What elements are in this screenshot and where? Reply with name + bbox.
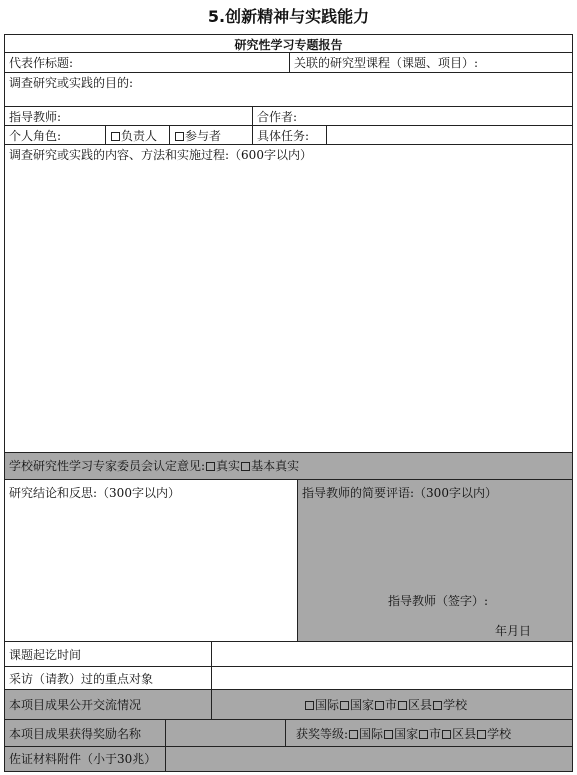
committee-opt1: 真实 <box>216 459 241 473</box>
checkbox-icon[interactable] <box>349 730 358 739</box>
page-title: 5.创新精神与实践能力 <box>207 7 370 26</box>
level-option: 市 <box>385 698 398 712</box>
level-option: 国家 <box>394 727 419 741</box>
teacher-comment-label: 指导教师的简要评语:（300字以内） <box>302 486 497 500</box>
period-label: 课题起讫时间 <box>5 642 212 667</box>
award-name-label: 本项目成果获得奖励名称 <box>5 720 166 747</box>
purpose-field[interactable]: 调查研究或实践的目的: <box>5 73 572 107</box>
period-field[interactable] <box>212 642 572 667</box>
checkbox-icon[interactable] <box>206 462 215 471</box>
checkbox-icon[interactable] <box>477 730 486 739</box>
checkbox-icon[interactable] <box>398 701 407 710</box>
teacher-comment-field[interactable] <box>298 480 572 642</box>
checkbox-icon[interactable] <box>340 701 349 710</box>
checkbox-icon[interactable] <box>175 132 184 141</box>
award-level-label: 获奖等级: <box>296 727 349 741</box>
exchange-label: 本项目成果公开交流情况 <box>5 690 212 720</box>
checkbox-icon[interactable] <box>442 730 451 739</box>
role-leader-option[interactable] <box>106 126 170 145</box>
content-field[interactable]: 调查研究或实践的内容、方法和实施过程:（600字以内） <box>5 145 572 453</box>
form-header: 研究性学习专题报告 <box>5 35 572 53</box>
level-option: 国家 <box>350 698 375 712</box>
checkbox-icon[interactable] <box>111 132 120 141</box>
checkbox-icon[interactable] <box>419 730 428 739</box>
award-level <box>286 720 572 747</box>
checkbox-icon[interactable] <box>305 701 314 710</box>
checkbox-icon[interactable] <box>433 701 442 710</box>
checkbox-icon[interactable] <box>375 701 384 710</box>
level-option: 国际 <box>359 727 384 741</box>
exchange-levels <box>212 690 572 720</box>
role-label: 个人角色: <box>5 126 106 145</box>
collaborator-field[interactable]: 合作者: <box>253 107 572 126</box>
related-course-field[interactable]: 关联的研究型课程（课题、项目）: <box>290 53 572 73</box>
conclusion-field[interactable]: 研究结论和反思:（300字以内） <box>5 480 298 642</box>
level-option: 区县 <box>408 698 433 712</box>
committee-opt2: 基本真实 <box>251 459 300 473</box>
role-leader-label: 负责人 <box>121 129 158 143</box>
level-option: 学校 <box>443 698 468 712</box>
level-option: 学校 <box>487 727 512 741</box>
role-participant-option[interactable] <box>170 126 253 145</box>
level-option: 区县 <box>452 727 477 741</box>
representative-title-field[interactable]: 代表作标题: <box>5 53 290 73</box>
supervisor-field[interactable]: 指导教师: <box>5 107 253 126</box>
level-option: 国际 <box>315 698 340 712</box>
attachment-label: 佐证材料附件（小于30兆） <box>5 747 166 771</box>
checkbox-icon[interactable] <box>241 462 250 471</box>
interviewees-label: 采访（请教）过的重点对象 <box>5 667 212 690</box>
role-participant-label: 参与者 <box>185 129 222 143</box>
interviewees-field[interactable] <box>212 667 572 690</box>
teacher-sign-label: 指导教师（签字）: <box>388 594 489 608</box>
attachment-field[interactable] <box>166 747 572 771</box>
checkbox-icon[interactable] <box>384 730 393 739</box>
task-label: 具体任务: <box>253 126 327 145</box>
committee-opinion <box>5 453 572 480</box>
report-form <box>4 34 573 772</box>
award-name-field[interactable] <box>166 720 286 747</box>
committee-label: 学校研究性学习专家委员会认定意见: <box>9 459 206 473</box>
task-field[interactable] <box>327 126 572 145</box>
level-option: 市 <box>429 727 442 741</box>
date-label: 年月日 <box>495 624 532 638</box>
